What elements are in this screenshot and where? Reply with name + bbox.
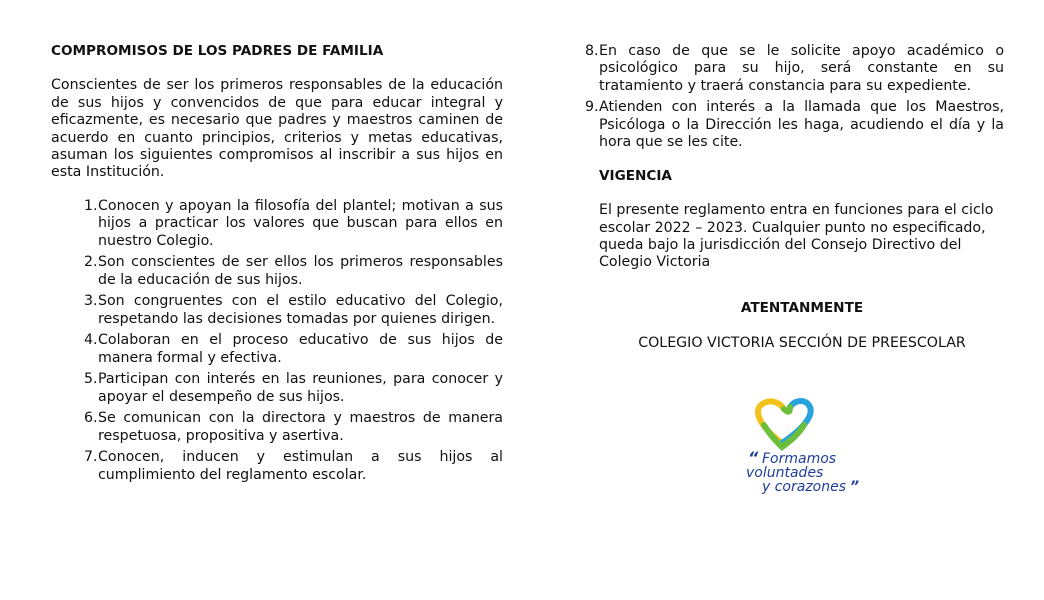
intro-paragraph: Conscientes de ser los primeros responsables de la educación de sus hijos y convencidos de que para educar integral y eficazmente, es necesario que padres y maestros caminen de acuerdo en cuanto principios, criterios y metas educativas, asuman los siguientes compromisos al inscribir a sus hijos en esta Institución. [51, 77, 503, 181]
list-item [51, 371, 503, 406]
item-number: 4. [84, 332, 98, 349]
list-item [570, 43, 1004, 95]
item-number: 7. [84, 449, 98, 466]
vigencia-heading: VIGENCIA [599, 167, 672, 184]
item-text: Atienden con interés a la llamada que los Maestros, Psicóloga o la Dirección les haga, acudiendo el día y la hora que se les cite. [599, 99, 1004, 151]
list-item [51, 332, 503, 367]
item-text: Participan con interés en las reuniones, para conocer y apoyar el desempeño de sus hijos. [98, 371, 503, 405]
closing-heading: ATENTANMENTE [740, 299, 864, 316]
list-item [51, 198, 503, 250]
list-item [570, 99, 1004, 151]
item-text: Son conscientes de ser ellos los primeros responsables de la educación de sus hijos. [98, 254, 503, 288]
left-column [51, 43, 503, 488]
svg-text:”: ” [850, 479, 860, 495]
item-number: 8. [585, 43, 599, 59]
item-number: 1. [84, 197, 98, 214]
logo-line-1: Formamos [762, 451, 837, 467]
item-text: En caso de que se le solicite apoyo académico o psicológico para su hijo, será constante en su tratamiento y traerá constancia para su expediente. [599, 43, 1004, 94]
svg-text:“: “ [748, 448, 759, 467]
heart-icon [758, 401, 811, 447]
item-number: 5. [84, 371, 98, 388]
list-item [51, 449, 503, 484]
item-number: 3. [84, 293, 98, 310]
logo-line-2: voluntades [746, 465, 824, 481]
logo-line-3: y corazones [762, 479, 847, 495]
list-item [51, 254, 503, 289]
item-text: Son congruentes con el estilo educativo del Colegio, respetando las decisiones tomadas por quienes dirigen. [98, 293, 503, 327]
item-text: Se comunican con la directora y maestros de manera respetuosa, propositiva y asertiva. [98, 410, 503, 444]
item-text: Conocen y apoyan la filosofía del plantel; motivan a sus hijos a practicar los valores que buscan para ellos en nuestro Colegio. [98, 197, 503, 249]
right-column [570, 43, 1004, 353]
list-item [51, 293, 503, 328]
item-number: 6. [84, 410, 98, 427]
item-text: Conocen, inducen y estimulan a sus hijos al cumplimiento del reglamento escolar. [98, 449, 503, 483]
vigencia-paragraph: El presente reglamento entra en funciones para el ciclo escolar 2022 – 2023. Cualquier punto no especificado, queda bajo la jurisdicción del Consejo Directivo del Colegio Victoria [599, 202, 994, 271]
commitments-list [51, 198, 503, 484]
item-text: Colaboran en el proceso educativo de sus hijos de manera formal y efectiva. [98, 332, 503, 366]
item-number: 9. [585, 99, 599, 116]
list-item [51, 410, 503, 445]
item-number: 2. [84, 254, 98, 271]
school-name: COLEGIO VICTORIA SECCIÓN DE PREESCOLAR [638, 335, 966, 352]
section-heading: COMPROMISOS DE LOS PADRES DE FAMILIA [51, 43, 384, 59]
commitments-list-continued [570, 43, 1004, 152]
school-logo [738, 395, 868, 497]
